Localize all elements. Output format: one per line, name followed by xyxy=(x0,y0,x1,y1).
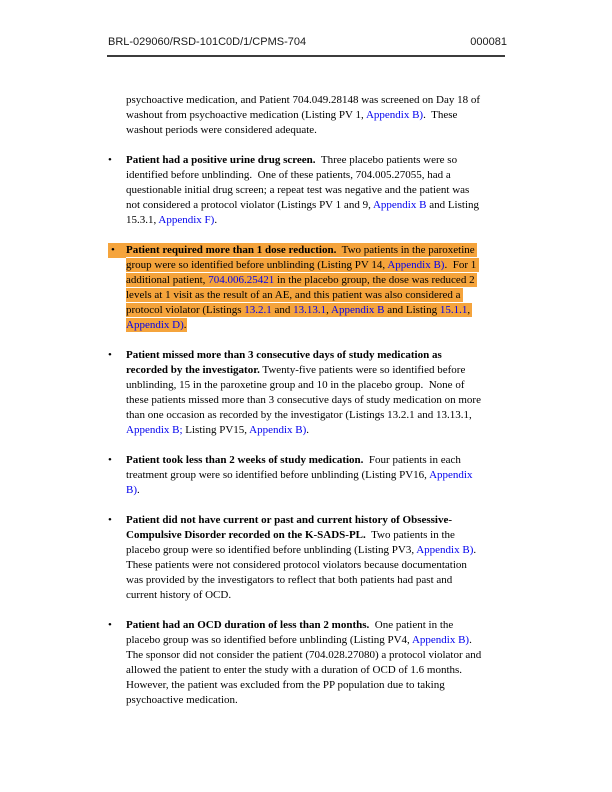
listing-13-13-1-link[interactable]: 13.13.1 xyxy=(293,304,327,316)
text-segment: and Listing xyxy=(384,304,440,316)
text-segment: psychoactive medication, and Patient 704.049.28148 was screened on Day 18 of washout from psychoactive medication (Listing PV 1, xyxy=(126,94,483,121)
text-segment: . For 1 additional patient, xyxy=(126,259,479,286)
bullet-item-no-ocd-history xyxy=(108,513,484,603)
bullet-item-less-than-2-weeks xyxy=(108,453,484,498)
bullet-paragraph xyxy=(126,453,484,498)
intro-paragraph xyxy=(126,93,484,138)
text-segment: in the placebo group, the dose was reduced 2 levels at 1 visit as the result of an AE, and this patient was also considered a protocol violator (Listings xyxy=(126,274,478,316)
appendix-b-link-2[interactable]: Appendix B xyxy=(331,304,385,316)
appendix-b-link[interactable]: Appendix B) xyxy=(387,259,445,271)
text-segment: Two patients in the paroxetine group were so identified before unblinding (Listing PV 14, xyxy=(126,244,478,271)
bullet-item-urine-drug-screen xyxy=(108,153,484,228)
page-content xyxy=(108,93,485,723)
bullet-paragraph xyxy=(126,243,484,333)
bullet-lead-in: Patient had a positive urine drug screen. xyxy=(126,154,316,166)
bullet-lead-in: Patient took less than 2 weeks of study medication. xyxy=(126,454,364,466)
bullet-icon: • xyxy=(108,454,112,466)
text-segment: and Listing 15.3.1, xyxy=(126,199,482,226)
appendix-b-link[interactable]: Appendix B) xyxy=(416,544,474,556)
bullet-lead-in: Patient required more than 1 dose reduction. xyxy=(126,244,337,256)
bullet-icon: • xyxy=(108,243,126,258)
bullet-icon: • xyxy=(108,514,112,526)
text-segment: Twenty-five patients were so identified before unblinding, 15 in the paroxetine group and 10 in the placebo group. None of these patients missed more than 3 consecutive days of study medication on more than one occasion as recorded by the investigator (Listings 13.2.1 and 13.13.1, xyxy=(126,364,484,421)
text-segment: . xyxy=(214,214,218,226)
appendix-d-link[interactable]: Appendix D) xyxy=(126,319,184,331)
appendix-b-link[interactable]: Appendix B xyxy=(372,199,427,211)
bullet-icon: • xyxy=(108,619,112,631)
appendix-b-link[interactable]: Appendix B) xyxy=(126,469,476,496)
doc-id: BRL-029060/RSD-101C0D/1/CPMS-704 xyxy=(108,36,307,48)
bullet-paragraph xyxy=(126,348,484,438)
appendix-b-link-2[interactable]: Appendix B) xyxy=(249,424,307,436)
listing-15-1-1-link[interactable]: 15.1.1 xyxy=(439,304,468,316)
text-segment: Listing PV15, xyxy=(182,424,250,436)
appendix-b-link[interactable]: Appendix B; xyxy=(126,424,183,436)
text-segment: . xyxy=(306,424,310,436)
appendix-f-link[interactable]: Appendix F) xyxy=(158,214,215,226)
bullet-item-missed-medication xyxy=(108,348,484,438)
text-segment: , xyxy=(467,304,473,316)
bullet-lead-in: Patient did not have current or past and current history of Obsessive-Compulsive Disorder recorded on the K-SADS-PL. xyxy=(126,514,453,541)
appendix-b-link[interactable]: Appendix B) xyxy=(411,634,470,646)
bullet-paragraph xyxy=(126,153,484,228)
bullet-paragraph xyxy=(126,618,484,708)
text-segment: . xyxy=(137,484,140,496)
text-segment: Three placebo patients were so identified before unblinding. One of these patients, 704.005.27055, had a questionable initial drug screen; a repeat test was negative and the patient was not considered a protocol violator (Listings PV 1 and 9, xyxy=(126,154,473,211)
page-number: 000081 xyxy=(470,36,507,48)
appendix-b-link[interactable]: Appendix B) xyxy=(365,109,424,121)
page-header xyxy=(108,36,507,48)
text-segment: Four patients in each treatment group were so identified before unblinding (Listing PV16, xyxy=(126,454,464,481)
bullet-icon: • xyxy=(108,349,112,361)
text-segment: and xyxy=(271,304,294,316)
text-segment: . These patients were not considered protocol violators because documentation was provided by the investigators to reflect that both patients had past and current history of OCD. xyxy=(126,544,482,601)
bullet-item-ocd-duration xyxy=(108,618,485,708)
text-segment: . xyxy=(183,319,187,331)
listing-13-2-1-link[interactable]: 13.2.1 xyxy=(244,304,272,316)
bullet-lead-in: Patient had an OCD duration of less than 2 months. xyxy=(126,619,370,631)
text-segment: Two patients in the placebo group were so identified before unblinding (Listing PV3, xyxy=(126,529,458,556)
text-segment: One patient in the placebo group was so identified before unblinding (Listing PV4, xyxy=(126,619,457,646)
patient-704-006-25421-link[interactable]: 704.006.25421 xyxy=(208,274,275,286)
text-segment: , xyxy=(326,304,332,316)
text-segment: . These washout periods were considered adequate. xyxy=(126,109,461,136)
text-segment: . The sponsor did not consider the patient (704.028.27080) a protocol violator and allowed the patient to enter the study with a duration of OCD of 1.6 months. However, the patient was excluded from the PP population due to taking psychoactive medication. xyxy=(126,634,485,706)
bullet-paragraph xyxy=(126,513,484,603)
bullet-lead-in: Patient missed more than 3 consecutive days of study medication as recorded by the investigator. xyxy=(126,349,445,376)
intro-paragraph-block xyxy=(126,93,484,138)
bullet-item-dose-reduction-highlighted xyxy=(111,243,484,333)
bullet-icon: • xyxy=(108,154,112,166)
header-rule xyxy=(107,55,505,57)
